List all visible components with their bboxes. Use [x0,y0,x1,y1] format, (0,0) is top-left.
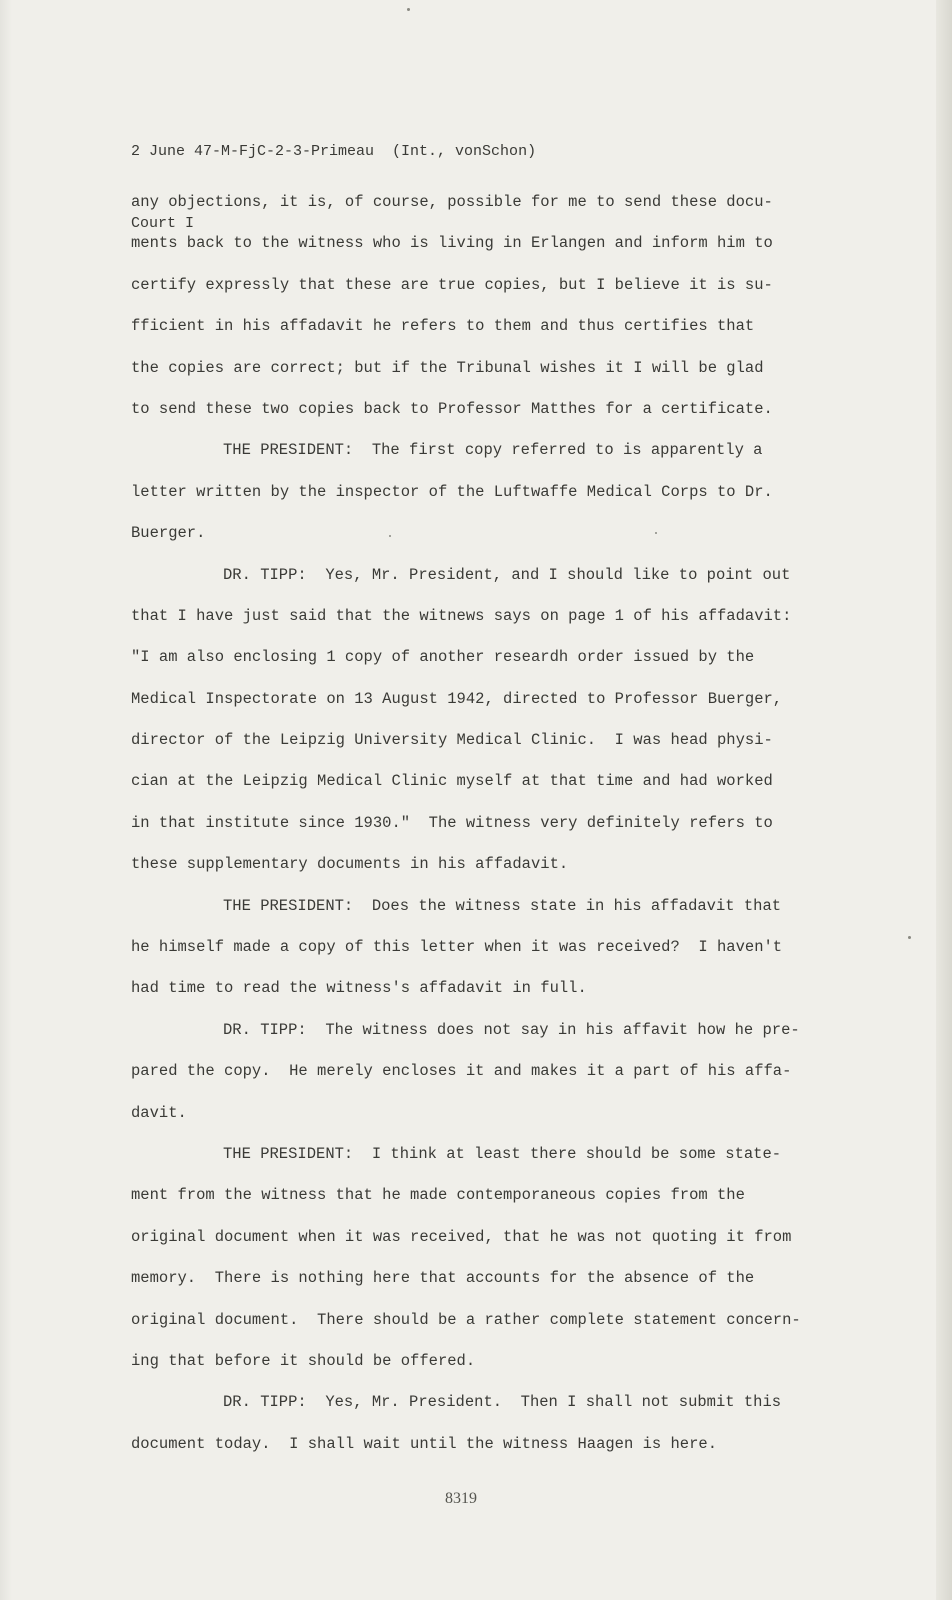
transcript-body [131,190,871,1473]
body-line: Buerger. [131,524,206,543]
body-line: ing that before it should be offered. [131,1351,476,1370]
speaker-line: DR. TIPP: Yes, Mr. President, and I should like to point out [223,565,791,584]
body-line: ments back to the witness who is living in Erlangen and inform him to [131,234,773,253]
body-line: memory. There is nothing here that accounts for the absence of the [131,1269,755,1288]
paper-speck [655,532,657,534]
body-line: any objections, it is, of course, possible for me to send these docu- [131,193,773,211]
body-line: ment from the witness that he made contemporaneous copies from the [131,1186,745,1205]
header-session-line: 2 June 47-M-FjC-2-3-Primeau (Int., vonSchon) [131,143,537,160]
paper-speck [407,8,410,11]
body-line: Medical Inspectorate on 13 August 1942, directed to Professor Buerger, [131,689,783,708]
body-line: to send these two copies back to Professor Matthes for a certificate. [131,399,773,418]
page-number: 8319 [445,1490,477,1507]
body-line: had time to read the witness's affadavit in full. [131,979,587,998]
body-line: these supplementary documents in his affadavit. [131,855,569,874]
speaker-line: DR. TIPP: Yes, Mr. President. Then I shall not submit this [223,1393,782,1412]
speaker-line: THE PRESIDENT: Does the witness state in his affadavit that [223,896,782,915]
paper-speck [908,936,911,939]
speaker-line: THE PRESIDENT: I think at least there should be some state- [223,1144,782,1163]
body-line: the copies are correct; but if the Tribunal wishes it I will be glad [131,358,764,377]
body-line: original document. There should be a rather complete statement concern- [131,1310,801,1329]
page-edge [936,0,952,1600]
body-line: original document when it was received, that he was not quoting it from [131,1227,792,1246]
body-line: fficient in his affadavit he refers to them and thus certifies that [131,317,755,336]
body-line: document today. I shall wait until the witness Haagen is here. [131,1434,717,1453]
body-line: director of the Leipzig University Medical Clinic. I was head physi- [131,731,773,750]
body-line: "I am also enclosing 1 copy of another researdh order issued by the [131,648,755,667]
body-line: cian at the Leipzig Medical Clinic myself at that time and had worked [131,772,773,791]
body-line: in that institute since 1930." The witness very definitely refers to [131,813,773,832]
body-line: certify expressly that these are true copies, but I believe it is su- [131,275,773,294]
speaker-line: THE PRESIDENT: The first copy referred to is apparently a [223,441,763,460]
speaker-line: DR. TIPP: The witness does not say in his affavit how he pre- [223,1020,800,1039]
body-line: that I have just said that the witnews says on page 1 of his affadavit: [131,606,792,625]
body-line: davit. [131,1103,187,1122]
body-line: letter written by the inspector of the Luftwaffe Medical Corps to Dr. [131,482,773,501]
body-line: he himself made a copy of this letter when it was received? I haven't [131,938,783,957]
header-court-line: Court I [131,215,195,232]
body-line: pared the copy. He merely encloses it and makes it a part of his affa- [131,1062,792,1081]
paper-speck [389,535,391,537]
